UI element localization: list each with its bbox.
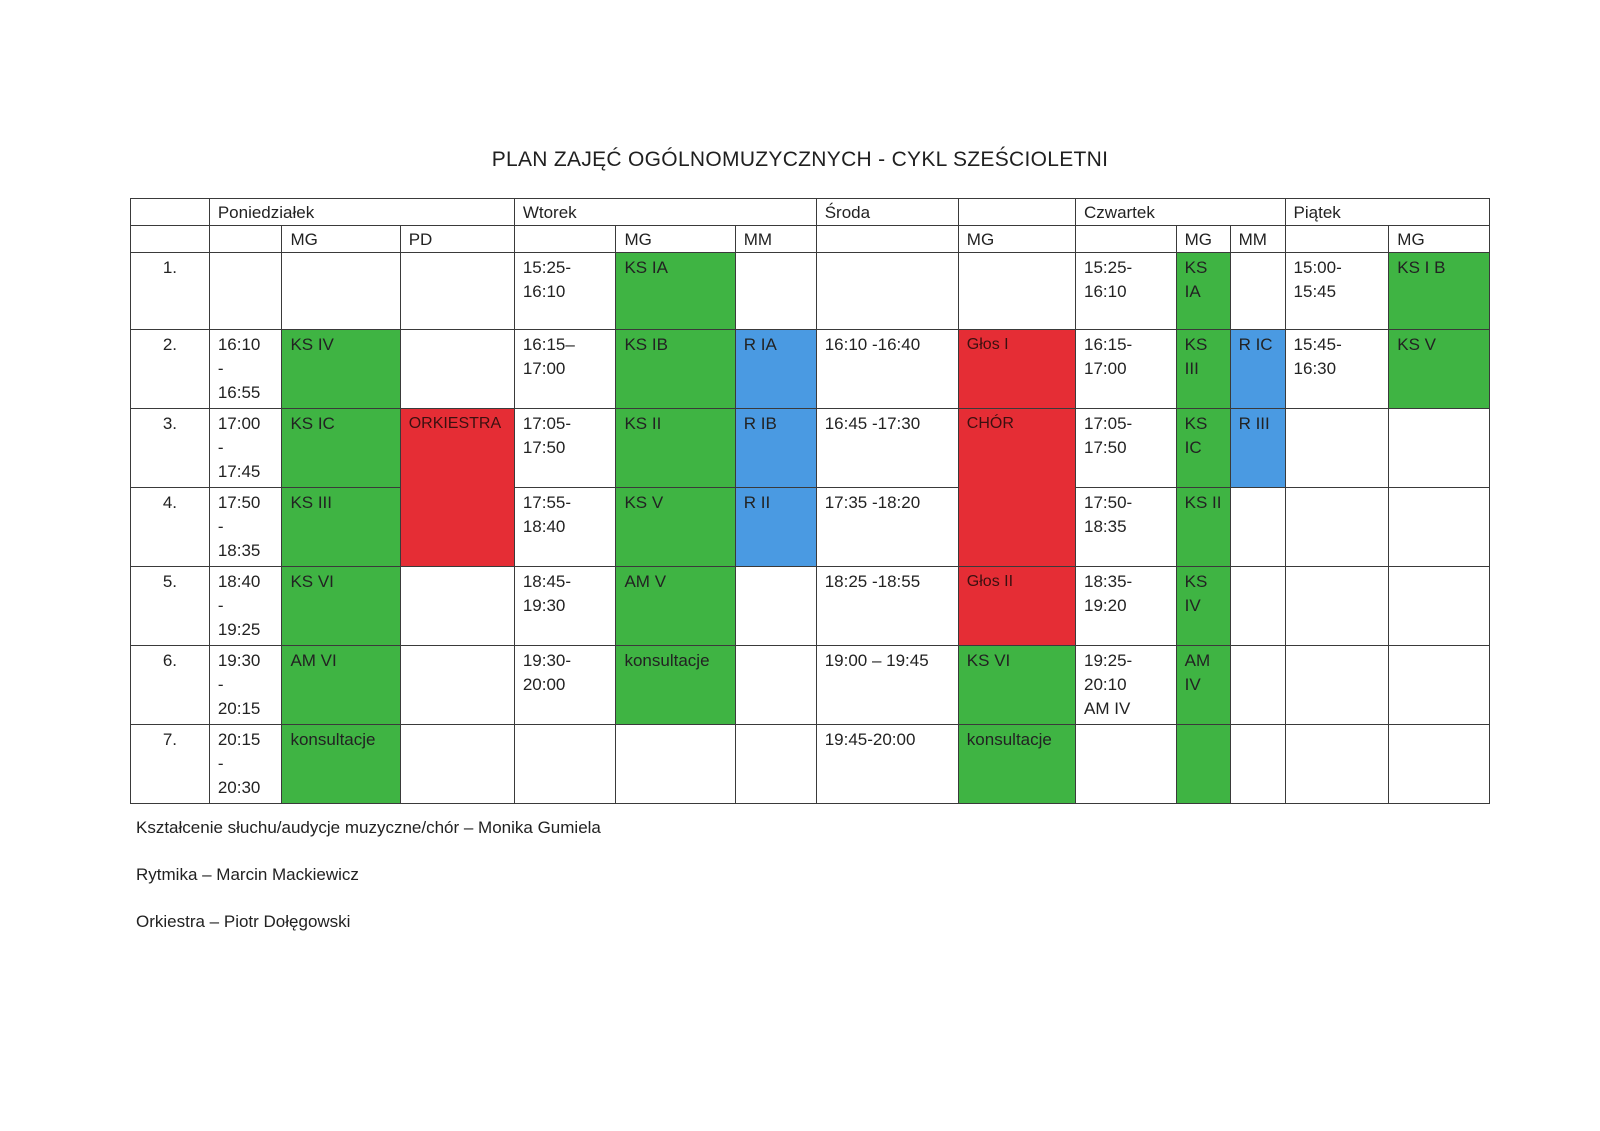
- fri-time-cell: [1285, 409, 1389, 488]
- fri-time-cell: [1285, 725, 1389, 804]
- tue-mg-cell: KS IB: [616, 330, 735, 409]
- footer-teacher-rhythmics: Rytmika – Marcin Mackiewicz: [136, 865, 359, 884]
- thu-time-cell: 16:15- 17:00: [1076, 330, 1177, 409]
- sub-header-row: [131, 226, 1490, 253]
- thu-mm-cell: [1230, 488, 1285, 567]
- tue-time-cell: 16:15– 17:00: [514, 330, 616, 409]
- fri-mg-cell: [1389, 488, 1490, 567]
- sub-wed-mg: MG: [958, 226, 1075, 253]
- mon-pd-cell: ORKIESTRA: [400, 409, 514, 567]
- page-title: PLAN ZAJĘĆ OGÓLNOMUZYCZNYCH - CYKL SZEŚCIOLETNI: [491, 148, 1109, 171]
- table-row: [131, 330, 1490, 409]
- day-header-wed: Środa: [816, 199, 958, 226]
- lesson-number: 6.: [131, 646, 210, 725]
- tue-time-cell: 17:55- 18:40: [514, 488, 616, 567]
- mon-time-cell: 17:50 - 18:35: [209, 488, 282, 567]
- table-row: [131, 725, 1490, 804]
- table-row: [131, 646, 1490, 725]
- fri-mg-cell: [1389, 725, 1490, 804]
- mon-mg-cell: KS III: [282, 488, 400, 567]
- thu-mg-cell: KS IA: [1176, 253, 1230, 330]
- tue-mg-cell: konsultacje: [616, 646, 735, 725]
- day-header-fri: Piątek: [1285, 199, 1489, 226]
- wed-mg-cell: [958, 253, 1075, 330]
- tue-mg-cell: KS IA: [616, 253, 735, 330]
- thu-mm-cell: [1230, 725, 1285, 804]
- sub-mon-pd: PD: [400, 226, 514, 253]
- mon-pd-cell: [400, 646, 514, 725]
- table-row: [131, 253, 1490, 330]
- tue-mm-cell: R IB: [735, 409, 816, 488]
- lesson-number: 4.: [131, 488, 210, 567]
- thu-time-cell: 15:25- 16:10: [1076, 253, 1177, 330]
- thu-mm-cell: [1230, 567, 1285, 646]
- fri-mg-cell: [1389, 646, 1490, 725]
- tue-time-cell: 15:25- 16:10: [514, 253, 616, 330]
- mon-time-cell: 20:15 - 20:30: [209, 725, 282, 804]
- day-header-mon: Poniedziałek: [209, 199, 514, 226]
- mon-mg-cell: KS IV: [282, 330, 400, 409]
- mon-time-cell: 17:00 - 17:45: [209, 409, 282, 488]
- thu-time-cell: 17:50- 18:35: [1076, 488, 1177, 567]
- sub-corner-cell: [131, 226, 210, 253]
- wed-time-cell: [816, 253, 958, 330]
- thu-mg-cell: KS III: [1176, 330, 1230, 409]
- tue-mm-cell: [735, 567, 816, 646]
- thu-mm-cell: R III: [1230, 409, 1285, 488]
- sub-tue-time: [514, 226, 616, 253]
- thu-time-cell: 19:25- 20:10 AM IV: [1076, 646, 1177, 725]
- mon-mg-cell: AM VI: [282, 646, 400, 725]
- sub-tue-mm: MM: [735, 226, 816, 253]
- wed-mg-cell: KS VI: [958, 646, 1075, 725]
- mon-mg-cell: KS VI: [282, 567, 400, 646]
- sub-fri-time: [1285, 226, 1389, 253]
- lesson-number: 3.: [131, 409, 210, 488]
- sub-mon-time: [209, 226, 282, 253]
- sub-thu-mm: MM: [1230, 226, 1285, 253]
- footer-teacher-orchestra: Orkiestra – Piotr Dołęgowski: [136, 912, 351, 931]
- fri-mg-cell: KS V: [1389, 330, 1490, 409]
- tue-mm-cell: [735, 725, 816, 804]
- mon-mg-cell: KS IC: [282, 409, 400, 488]
- fri-time-cell: 15:45- 16:30: [1285, 330, 1389, 409]
- mon-time-cell: 16:10 - 16:55: [209, 330, 282, 409]
- tue-time-cell: 17:05- 17:50: [514, 409, 616, 488]
- lesson-number: 5.: [131, 567, 210, 646]
- wed-time-cell: 16:10 -16:40: [816, 330, 958, 409]
- tue-mm-cell: R IA: [735, 330, 816, 409]
- thu-mm-cell: R IC: [1230, 330, 1285, 409]
- sub-tue-mg: MG: [616, 226, 735, 253]
- fri-time-cell: [1285, 567, 1389, 646]
- day-header-row: [131, 199, 1490, 226]
- wed-time-cell: 19:45-20:00: [816, 725, 958, 804]
- fri-time-cell: [1285, 646, 1389, 725]
- tue-mm-cell: R II: [735, 488, 816, 567]
- thu-time-cell: 17:05- 17:50: [1076, 409, 1177, 488]
- day-header-tue: Wtorek: [514, 199, 816, 226]
- thu-time-cell: 18:35- 19:20: [1076, 567, 1177, 646]
- tue-mg-cell: KS II: [616, 409, 735, 488]
- table-row: [131, 488, 1490, 567]
- tue-mg-cell: KS V: [616, 488, 735, 567]
- corner-cell: [131, 199, 210, 226]
- mon-time-cell: [209, 253, 282, 330]
- wed-mg-cell: Głos II: [958, 567, 1075, 646]
- fri-mg-cell: [1389, 409, 1490, 488]
- wed-time-cell: 18:25 -18:55: [816, 567, 958, 646]
- thu-mg-cell: KS IV: [1176, 567, 1230, 646]
- tue-time-cell: 19:30- 20:00: [514, 646, 616, 725]
- thu-mm-cell: [1230, 253, 1285, 330]
- tue-mg-cell: [616, 725, 735, 804]
- thu-mg-cell: KS IC: [1176, 409, 1230, 488]
- mon-pd-cell: [400, 253, 514, 330]
- day-header-wed-extra: [958, 199, 1075, 226]
- mon-time-cell: 19:30 - 20:15: [209, 646, 282, 725]
- lesson-number: 7.: [131, 725, 210, 804]
- sub-mon-mg: MG: [282, 226, 400, 253]
- mon-mg-cell: [282, 253, 400, 330]
- tue-mm-cell: [735, 253, 816, 330]
- thu-mg-cell: AM IV: [1176, 646, 1230, 725]
- thu-mg-cell: [1176, 725, 1230, 804]
- footer-teacher-ear-training: Kształcenie słuchu/audycje muzyczne/chór – Monika Gumiela: [136, 818, 601, 837]
- table-row: [131, 567, 1490, 646]
- sub-thu-time: [1076, 226, 1177, 253]
- tue-mm-cell: [735, 646, 816, 725]
- thu-time-cell: [1076, 725, 1177, 804]
- wed-time-cell: 17:35 -18:20: [816, 488, 958, 567]
- thu-mg-cell: KS II: [1176, 488, 1230, 567]
- thu-mm-cell: [1230, 646, 1285, 725]
- mon-mg-cell: konsultacje: [282, 725, 400, 804]
- table-row: [131, 409, 1490, 488]
- mon-pd-cell: [400, 330, 514, 409]
- wed-mg-cell: konsultacje: [958, 725, 1075, 804]
- fri-mg-cell: KS I B: [1389, 253, 1490, 330]
- fri-time-cell: [1285, 488, 1389, 567]
- wed-time-cell: 16:45 -17:30: [816, 409, 958, 488]
- sub-thu-mg: MG: [1176, 226, 1230, 253]
- wed-time-cell: 19:00 – 19:45: [816, 646, 958, 725]
- mon-pd-cell: [400, 725, 514, 804]
- wed-mg-cell: Głos I: [958, 330, 1075, 409]
- mon-time-cell: 18:40 - 19:25: [209, 567, 282, 646]
- sub-wed-time: [816, 226, 958, 253]
- day-header-thu: Czwartek: [1076, 199, 1286, 226]
- lesson-number: 2.: [131, 330, 210, 409]
- tue-mg-cell: AM V: [616, 567, 735, 646]
- fri-mg-cell: [1389, 567, 1490, 646]
- tue-time-cell: 18:45- 19:30: [514, 567, 616, 646]
- fri-time-cell: 15:00- 15:45: [1285, 253, 1389, 330]
- schedule-table: [130, 198, 1490, 804]
- lesson-number: 1.: [131, 253, 210, 330]
- wed-mg-cell: CHÓR: [958, 409, 1075, 567]
- sub-fri-mg: MG: [1389, 226, 1490, 253]
- mon-pd-cell: [400, 567, 514, 646]
- tue-time-cell: [514, 725, 616, 804]
